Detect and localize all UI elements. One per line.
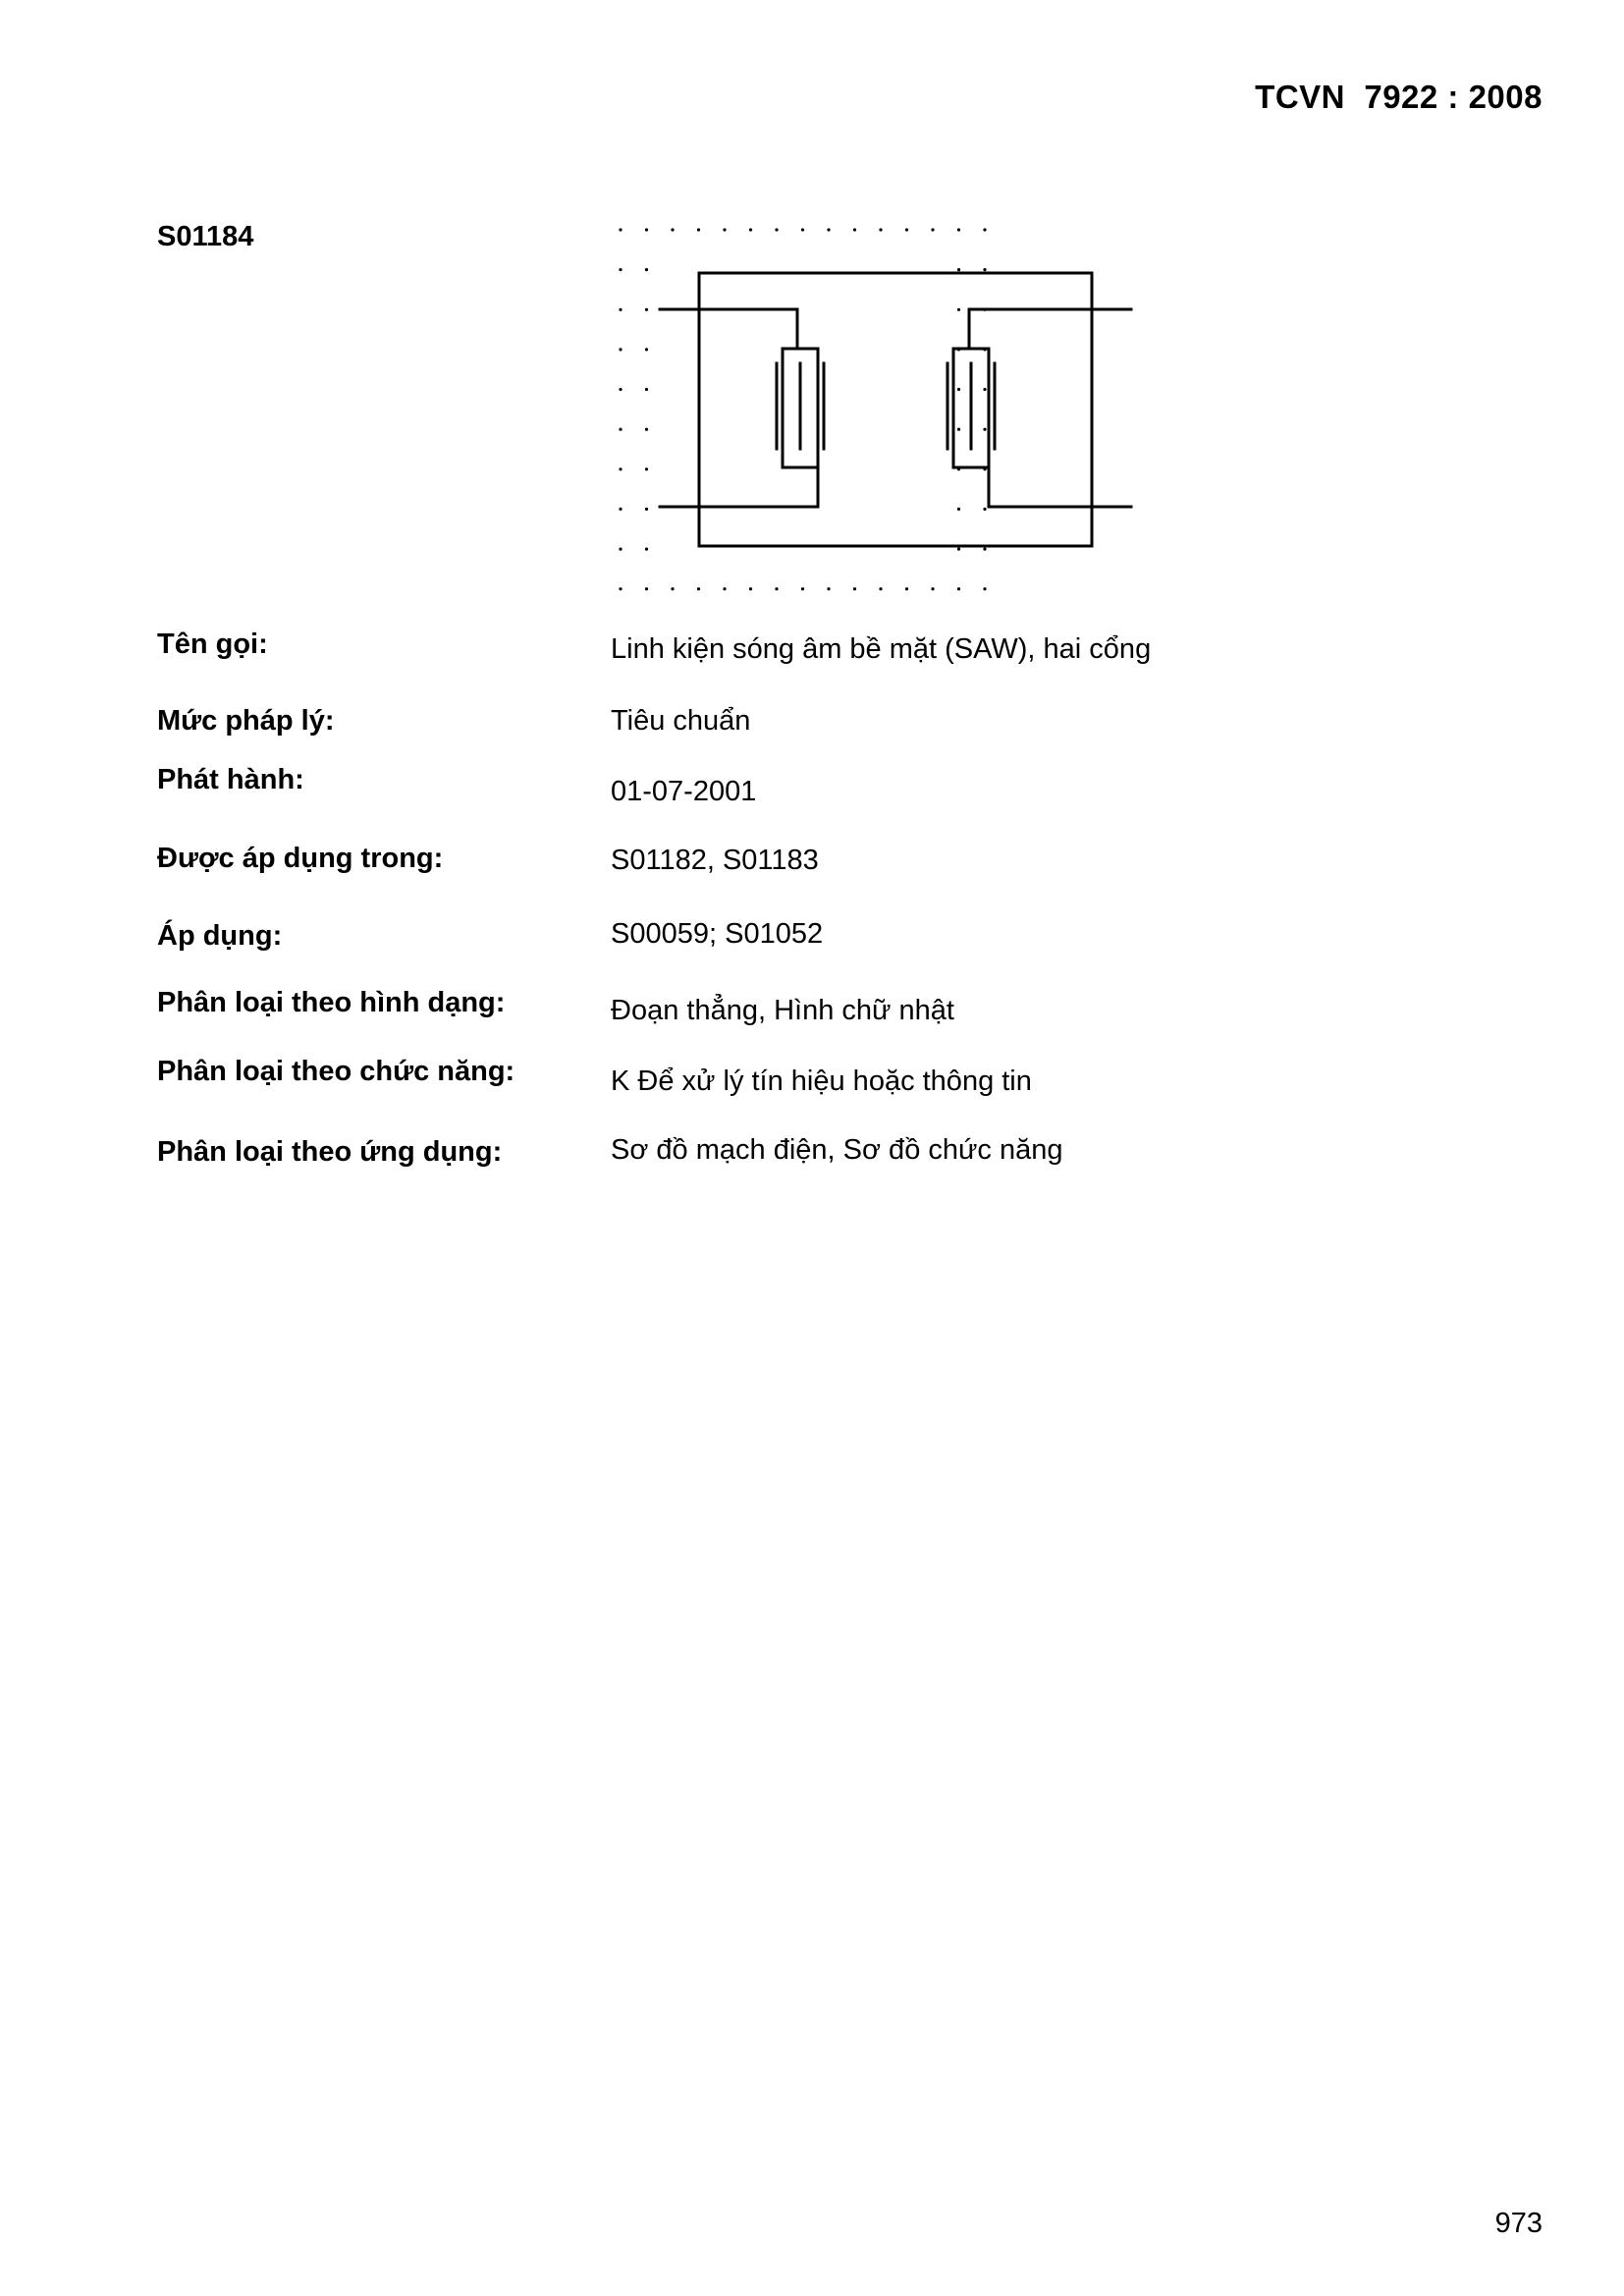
grid-dot <box>957 268 960 271</box>
grid-dot <box>983 428 986 431</box>
grid-dot <box>931 228 934 231</box>
left-port-bottom-line <box>660 467 818 507</box>
grid-dot <box>957 308 960 311</box>
field-label: Được áp dụng trong: <box>157 843 444 874</box>
field-value: Sơ đồ mạch điện, Sơ đồ chức năng <box>611 1134 1063 1166</box>
saw-two-port-symbol <box>604 216 1183 594</box>
standard-code: TCVN 7922 : 2008 <box>1255 79 1543 115</box>
grid-dot <box>879 228 882 231</box>
grid-dot <box>697 587 700 590</box>
grid-dot <box>879 587 882 590</box>
grid-dot <box>801 228 804 231</box>
grid-dot <box>619 308 622 311</box>
grid-dot <box>697 228 700 231</box>
grid-dot <box>645 268 648 271</box>
grid-dot <box>645 228 648 231</box>
field-value: S00059; S01052 <box>611 918 824 950</box>
grid-dot <box>645 467 648 470</box>
field-label: Phát hành: <box>157 764 304 795</box>
field-label: Mức pháp lý: <box>157 705 335 737</box>
outer-rectangle <box>699 273 1092 546</box>
grid-dot <box>775 228 778 231</box>
field-label: Phân loại theo chức năng: <box>157 1056 515 1087</box>
field-label: Phân loại theo hình dạng: <box>157 987 506 1018</box>
grid-dot <box>853 228 856 231</box>
field-label: Áp dụng: <box>157 920 283 952</box>
field-value: Đoạn thẳng, Hình chữ nhật <box>611 995 954 1026</box>
page-number: 973 <box>1494 2208 1543 2239</box>
grid-dot <box>619 508 622 511</box>
field-value: 01-07-2001 <box>611 776 757 807</box>
field-value: K Để xử lý tín hiệu hoặc thông tin <box>611 1066 1032 1097</box>
grid-dot <box>749 587 752 590</box>
grid-dot <box>749 228 752 231</box>
grid-dot <box>671 228 674 231</box>
grid-dot <box>957 228 960 231</box>
right-port-top-line <box>969 309 1131 349</box>
grid-dot <box>983 508 986 511</box>
grid-dot <box>619 548 622 551</box>
grid-dot <box>645 348 648 351</box>
grid-dot <box>827 228 830 231</box>
grid-dot <box>723 587 726 590</box>
grid-dot <box>671 587 674 590</box>
field-label: Tên gọi: <box>157 629 268 660</box>
grid-dot <box>619 388 622 391</box>
grid-dot <box>619 587 622 590</box>
grid-dot <box>645 548 648 551</box>
grid-dot <box>983 388 986 391</box>
field-value: Linh kiện sóng âm bề mặt (SAW), hai cổng <box>611 633 1152 665</box>
right-port-bottom-line <box>989 467 1131 507</box>
symbol-outline <box>660 273 1131 546</box>
grid-dot <box>645 508 648 511</box>
grid-dot <box>723 228 726 231</box>
grid-dot <box>983 228 986 231</box>
grid-dot <box>853 587 856 590</box>
grid-dot <box>645 388 648 391</box>
grid-dot <box>645 428 648 431</box>
grid-dot <box>983 548 986 551</box>
field-value: Tiêu chuẩn <box>611 705 751 737</box>
grid-dot <box>957 388 960 391</box>
field-value: S01182, S01183 <box>611 845 819 876</box>
grid-dot <box>801 587 804 590</box>
dot-grid <box>619 228 986 590</box>
grid-dot <box>957 587 960 590</box>
grid-dot <box>619 467 622 470</box>
grid-dot <box>619 228 622 231</box>
grid-dot <box>645 308 648 311</box>
symbol-id: S01184 <box>157 221 254 252</box>
left-port-top-line <box>660 309 797 349</box>
grid-dot <box>619 428 622 431</box>
grid-dot <box>619 268 622 271</box>
field-label: Phân loại theo ứng dụng: <box>157 1136 503 1168</box>
grid-dot <box>957 428 960 431</box>
grid-dot <box>905 587 908 590</box>
grid-dot <box>775 587 778 590</box>
grid-dot <box>905 228 908 231</box>
grid-dot <box>957 548 960 551</box>
grid-dot <box>827 587 830 590</box>
grid-dot <box>957 508 960 511</box>
grid-dot <box>619 348 622 351</box>
grid-dot <box>931 587 934 590</box>
grid-dot <box>983 268 986 271</box>
grid-dot <box>983 587 986 590</box>
grid-dot <box>645 587 648 590</box>
